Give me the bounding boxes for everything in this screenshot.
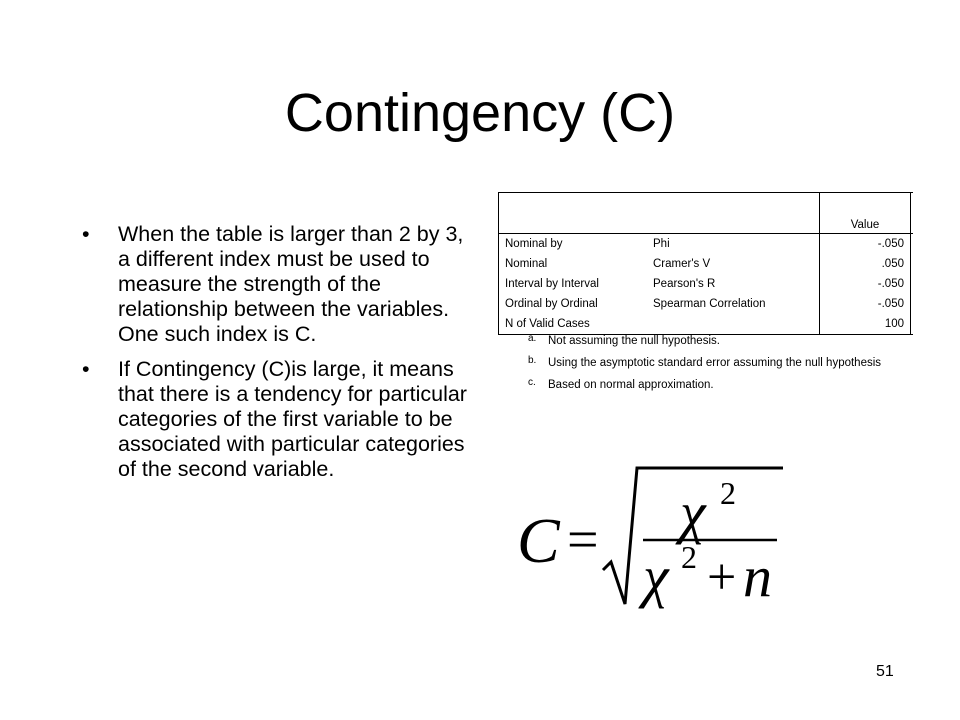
row-value: -.050 [820,294,911,314]
table-row [499,254,914,274]
table-cell [911,314,914,335]
table-header-cell [647,193,820,234]
footnote [528,330,881,352]
denominator-exponent: 2 [681,539,697,575]
row-group: N of Valid Cases [499,314,648,335]
table-cell [911,234,914,255]
row-value: 100 [820,314,911,335]
denominator-n: n [743,544,772,609]
footnote-letter: c. [528,376,536,388]
table-cell [911,254,914,274]
bullet-dot-icon: • [82,222,90,246]
bullet-item [82,357,472,482]
row-value: -.050 [820,274,911,294]
table-row [499,274,914,294]
footnote-text: Based on normal approximation. [548,379,714,391]
denominator-plus: + [707,549,737,606]
value-column-header: Value [820,193,911,234]
row-value: -.050 [820,234,911,255]
table-footnotes [528,330,881,396]
numerator-exponent: 2 [720,475,736,511]
footnote [528,374,881,396]
formula-equals: = [567,509,599,571]
bullet-text: When the table is larger than 2 by 3, a different index must be used to measure the strength of the relationship between the variables. One such index is C. [118,222,464,346]
bullet-dot-icon: • [82,357,90,381]
denominator-chi: χ [643,544,669,609]
table-row [499,294,914,314]
formula-lhs: C [517,505,560,576]
row-value: .050 [820,254,911,274]
numerator-chi: χ [680,480,706,545]
table-header-cell [499,193,648,234]
table-row [499,234,914,255]
contingency-formula [515,462,805,622]
row-measure: Phi [647,234,820,255]
table-cell [911,274,914,294]
row-group: Interval by Interval [499,274,648,294]
footnote-letter: b. [528,354,537,366]
table-header-cell [911,193,914,234]
row-group: Ordinal by Ordinal [499,294,648,314]
footnote-text: Using the asymptotic standard error assuming the null hypothesis [548,357,882,369]
row-measure: Pearson's R [647,274,820,294]
bullet-item [82,222,472,347]
row-measure: Cramer's V [647,254,820,274]
row-measure: Spearman Correlation [647,294,820,314]
footnote [528,352,881,374]
table-header-row [499,193,914,234]
page-number: 51 [876,663,894,680]
statistics-table [498,192,913,335]
table-cell [911,294,914,314]
footnote-text: Not assuming the null hypothesis. [548,335,720,347]
slide-title: Contingency (C) [284,83,676,143]
bullet-list [82,222,472,492]
row-group: Nominal [499,254,648,274]
bullet-text: If Contingency (C)is large, it means that there is a tendency for particular categories of the first variable to be associated with particular categories of the second variable. [118,357,467,481]
footnote-letter: a. [528,332,537,344]
row-group: Nominal by [499,234,648,255]
